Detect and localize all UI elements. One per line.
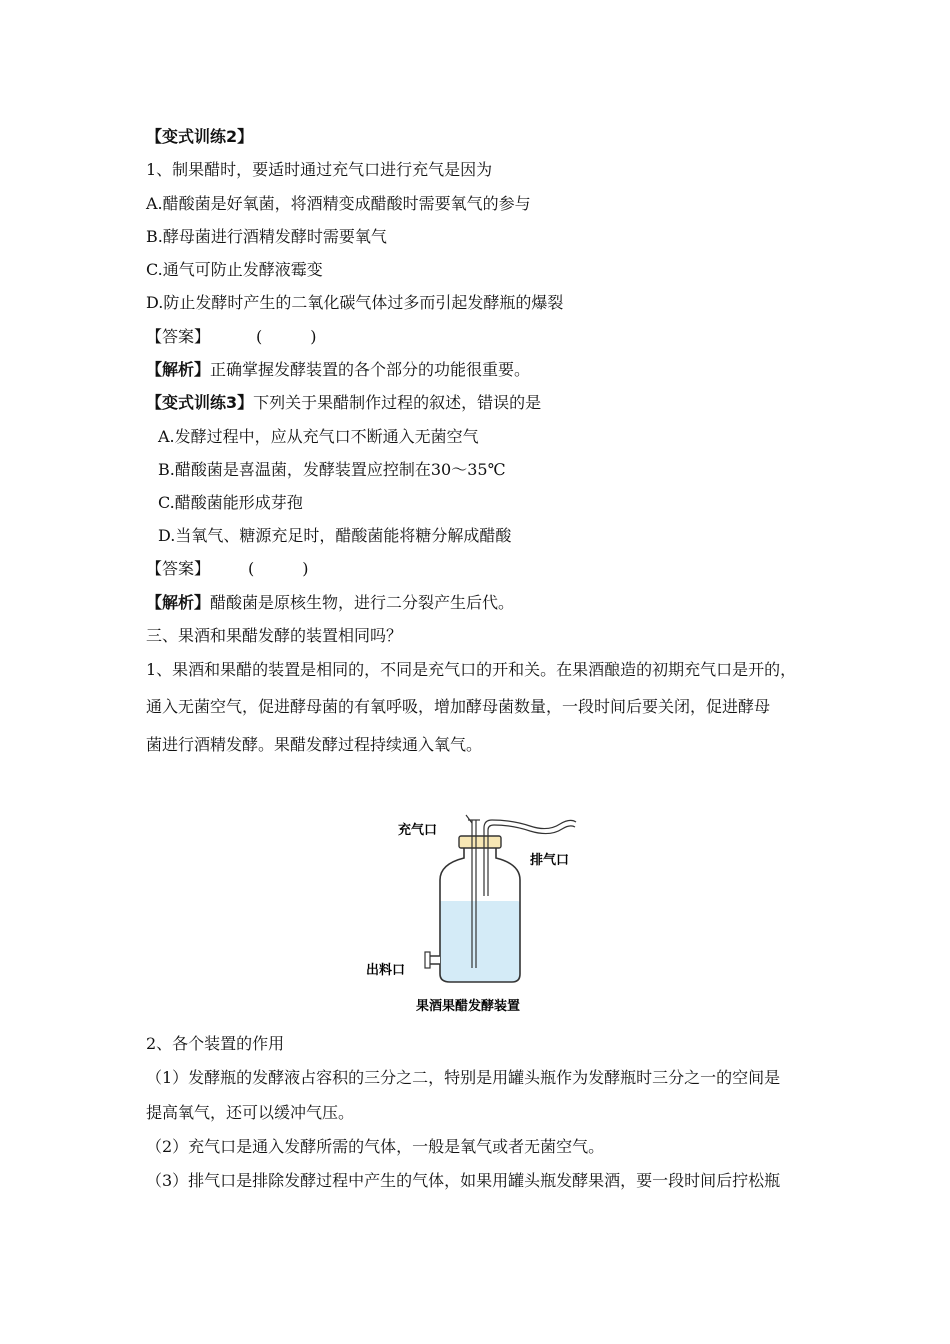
section3-para-line: 1、果酒和果醋的装置是相同的，不同是充气口的开和关。在果酒酿造的初期充气口是开的， [146,660,797,679]
exercise2-option-b: B.酵母菌进行酒精发酵时需要氧气 [146,227,387,246]
exercise2-question: 1、制果醋时，要适时通过充气口进行充气是因为 [146,160,493,179]
analysis-text: 正确掌握发酵装置的各个部分的功能很重要。 [210,360,531,379]
inlet-clamp [466,815,472,823]
exercise3-analysis [146,593,514,613]
functions-title: 2、各个装置的作用 [146,1034,285,1053]
fermentation-liquid [440,901,520,982]
outlet-label: 出料口 [366,963,406,978]
exhaust-label: 排气口 [530,853,570,868]
functions-item: 提高氧气，还可以缓冲气压。 [146,1103,355,1122]
exercise3-answer [146,559,309,579]
exercise2-option-a: A.醋酸菌是好氧菌，将酒精变成醋酸时需要氧气的参与 [146,194,531,213]
analysis-label: 【解析】 [146,593,211,612]
exercise2-option-c: C.通气可防止发酵液霉变 [146,260,323,279]
bottle-stopper [459,836,501,848]
exercise3-option-d: D.当氧气、糖源充足时，醋酸菌能将糖分解成醋酸 [158,526,512,545]
answer-blank: ( ) [256,327,317,346]
functions-item: （3）排气口是排除发酵过程中产生的气体，如果用罐头瓶发酵果酒，要一段时间后拧松瓶 [146,1171,781,1190]
answer-blank: ( ) [248,559,309,578]
exercise3-question: 下列关于果醋制作过程的叙述，错误的是 [253,393,542,412]
exercise2-analysis [146,360,530,380]
section3-para-line: 通入无菌空气，促进酵母菌的有氧呼吸，增加酵母菌数量，一段时间后要关闭，促进酵母 [146,697,771,716]
exercise2-option-d: D.防止发酵时产生的二氧化碳气体过多而引起发酵瓶的爆裂 [146,293,564,312]
functions-item: （1）发酵瓶的发酵液占容积的三分之二，特别是用罐头瓶作为发酵瓶时三分之一的空间是 [146,1068,781,1087]
inlet-label: 充气口 [398,823,438,838]
exercise3-option-b: B.醋酸菌是喜温菌，发酵装置应控制在30～35℃ [158,460,506,479]
figure-caption: 果酒果醋发酵装置 [416,999,521,1014]
exercise3-option-a: A.发酵过程中，应从充气口不断通入无菌空气 [158,427,479,446]
exercise3-header [146,393,541,413]
answer-label: 【答案】 [146,327,211,346]
functions-item: （2）充气口是通入发酵所需的气体，一般是氧气或者无菌空气。 [146,1137,605,1156]
section3-title: 三、果酒和果醋发酵的装置相同吗？ [146,626,403,645]
analysis-text: 醋酸菌是原核生物，进行二分裂产生后代。 [210,593,515,612]
exercise2-heading: 【变式训练2】 [146,127,254,146]
section3-para-line: 菌进行酒精发酵。果醋发酵过程持续通入氧气。 [146,735,483,754]
exercise3-heading: 【变式训练3】 [146,393,254,412]
exercise3-option-c: C.醋酸菌能形成芽孢 [158,493,303,512]
answer-label: 【答案】 [146,559,211,578]
exercise2-answer [146,327,317,347]
fermentation-apparatus-figure [362,806,592,1018]
analysis-label: 【解析】 [146,360,211,379]
